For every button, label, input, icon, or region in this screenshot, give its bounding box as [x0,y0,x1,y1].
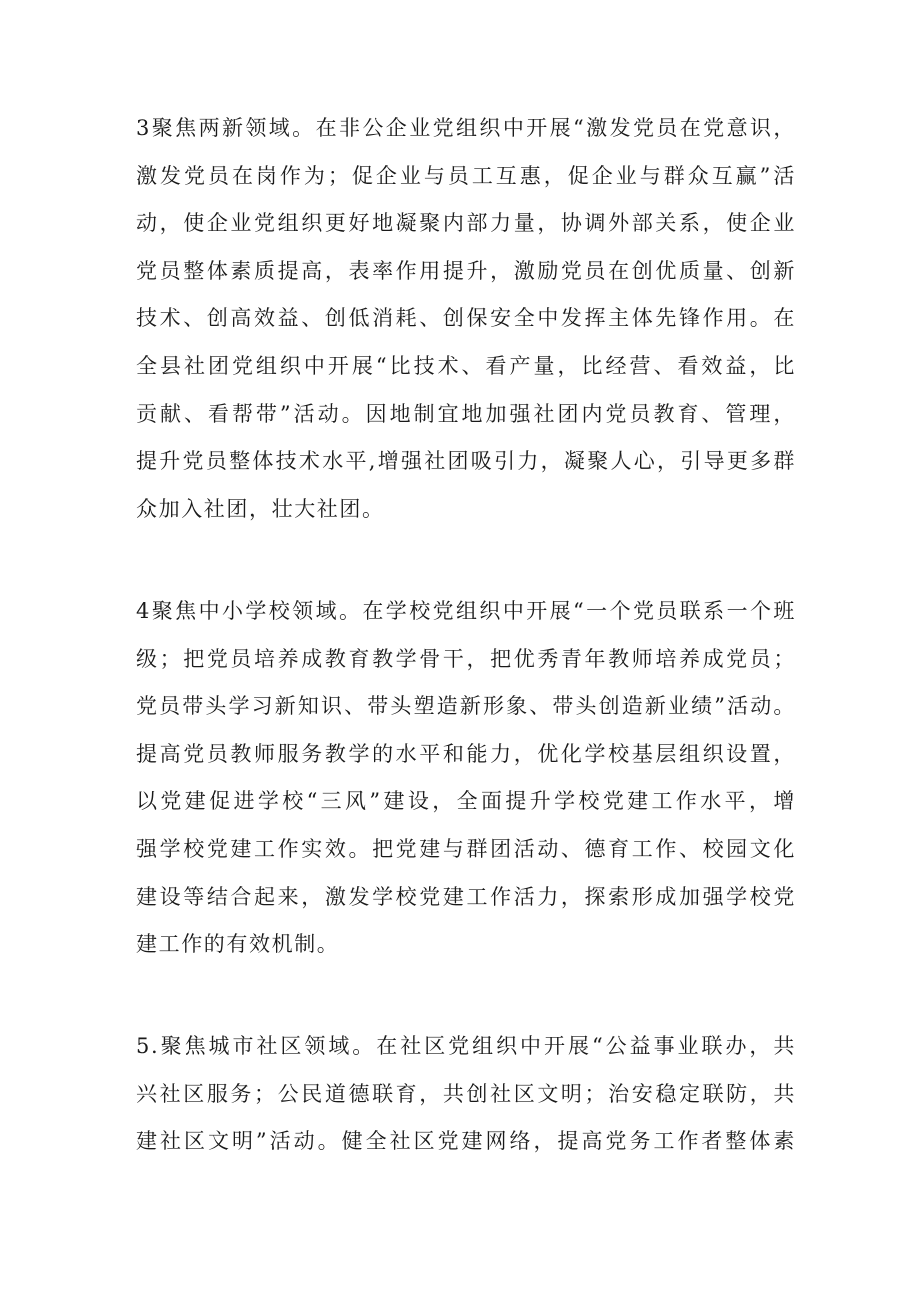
text-line: 建设等结合起来，激发学校党建工作活力，探索形成加强学校党 [136,884,796,909]
text-line: 贡献、看帮带”活动。因地制宜地加强社团内党员教育、管理， [136,401,796,426]
text-line: 4聚焦中小学校领域。在学校党组织中开展“一个党员联系一个班 [136,599,796,623]
text-line: 激发党员在岗作为；促企业与员工互惠，促企业与群众互赢”活 [136,163,796,188]
paragraph-two-new-fields [136,105,796,533]
text-line: 3聚焦两新领域。在非公企业党组织中开展“激发党员在党意识， [136,116,796,140]
text-line: 以党建促进学校“三风”建设，全面提升学校党建工作水平，增 [136,789,796,814]
text-line: 建工作的有效机制。 [136,932,340,957]
text-line: 众加入社团，壮大社团。 [136,496,385,521]
text-line: 党员带头学习新知识、带头塑造新形象、带头创造新业绩”活动。 [136,694,796,719]
text-line: 兴社区服务；公民道德联育，共创社区文明；治安稳定联防，共 [136,1081,796,1106]
text-line: 全县社团党组织中开展“比技术、看产量，比经营、看效益，比 [136,353,796,378]
text-line: 级；把党员培养成教育教学骨干，把优秀青年教师培养成党员； [136,646,796,671]
text-line: 建社区文明”活动。健全社区党建网络，提高党务工作者整体素 [136,1129,796,1154]
paragraph-urban-communities [136,1023,796,1166]
text-line: 强学校党建工作实效。把党建与群团活动、德育工作、校园文化 [136,836,796,861]
text-line: 党员整体素质提高，表率作用提升，激励党员在创优质量、创新 [136,258,796,283]
text-line: 5.聚焦城市社区领域。在社区党组织中开展“公益事业联办，共 [136,1034,796,1058]
text-line: 提升党员整体技术水平,增强社团吸引力，凝聚人心，引导更多群 [136,449,796,474]
text-line: 动，使企业党组织更好地凝聚内部力量，协调外部关系，使企业 [136,211,796,236]
text-line: 技术、创高效益、创低消耗、创保安全中发挥主体先锋作用。在 [136,306,796,331]
text-line: 提高党员教师服务教学的水平和能力，优化学校基层组织设置， [136,741,796,766]
paragraph-schools [136,588,796,969]
